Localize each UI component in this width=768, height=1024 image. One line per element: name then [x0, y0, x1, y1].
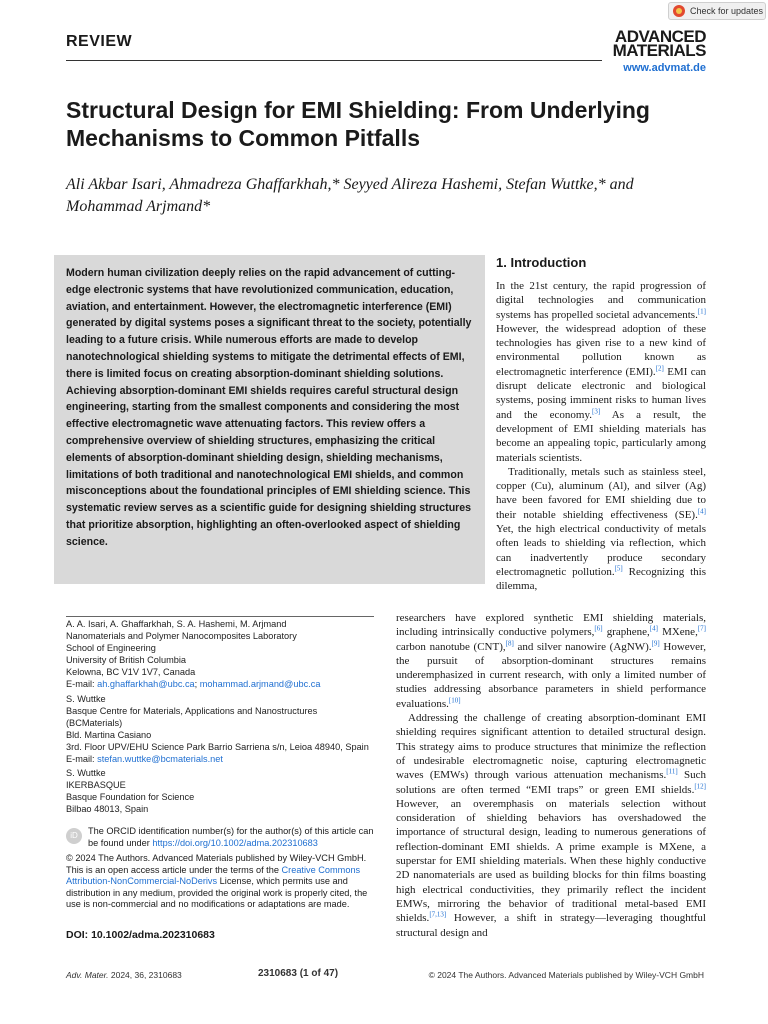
intro-paragraph-3: Addressing the challenge of creating absorption-dominant EMI shielding requires significant attention to detailed structural design. This strategy aims to produce structures that minimize the reflection of undesirable electromagnetic noise, capturing electromagnetic waves (EMWs) through various attenuation mechanisms.[11] Such solutions are often termed “EMI traps” or green EMI shields.[12] However, an overemphasis on materials selection without consideration of shielding behaviors has overshadowed the importance of structural design, leading to numerous generations of reflection-dominant EMI shields. A prime example is MXene, a superstar for EMI shielding materials. When these highly conductive 2D nanomaterials are used as building blocks for thin films boasting high electrical conductivities, they primarily reflect the incident EMWs, mirroring the behavior of traditional metal-based EMI shields.[7,13] However, a shift in strategy—leveraging thoughtful structural design and — [396, 712, 706, 939]
citation-ref[interactable]: [4] — [649, 624, 658, 633]
license-link[interactable]: Creative Commons Attribution-NonCommercial-NoDerivs — [66, 864, 361, 886]
header-divider — [66, 60, 602, 61]
abstract-box: Modern human civilization deeply relies on the rapid advancement of cutting-edge electronic systems that have revolutionized communication, education, aviation, and entertainment. However, the electromagnetic interference (EMI) generated by digital systems poses a significant threat to the society, potentially leading to a future crisis. While numerous efforts are made to develop nanotechnological shielding systems to mitigate the detrimental effects of EMI, there is limited focus on creating absorption-dominant shielding solutions. Achieving absorption-dominant EMI shields requires careful structural design engineering, starting from the smallest components and considering the most effective electromagnetic wave attenuating factors. This review offers a comprehensive overview of shielding structures, emphasizing the critical elements of absorption-dominant shielding design, shielding mechanisms, limitations of both traditional and nanotechnological EMI shields, and common misconceptions about the foundational principles of EMI shielding science. This systematic review serves as a scientific guide for designing shielding structures that prioritize absorption, highlighting an often-overlooked aspect of shielding science. — [54, 255, 485, 584]
citation-ref[interactable]: [9] — [651, 638, 660, 647]
intro-paragraph-1: In the 21st century, the rapid progression of digital technologies and communication systems has propelled societal advancements.[1] However, the widespread adoption of these technologies has given rise to a new kind of environmental pollution known as electromagnetic interference (EMI).[2] EMI can disrupt delicate electronic and biological systems, posing imminent risks to human lives and the economy.[3] As a result, the development of EMI shielding materials has become an appealing topic, particularly among materials scientists. — [496, 280, 706, 464]
journal-name-line2: MATERIALS — [612, 41, 706, 60]
journal-logo — [612, 27, 706, 75]
section-label: REVIEW — [66, 33, 133, 50]
footer-citation: Adv. Mater. 2024, 36, 2310683 — [66, 970, 182, 980]
citation-ref[interactable]: [11] — [666, 767, 678, 776]
citation-ref[interactable]: [8] — [505, 638, 514, 647]
footer-copyright: © 2024 The Authors. Advanced Materials published by Wiley-VCH GmbH — [428, 970, 704, 980]
intro-paragraph-2: Traditionally, metals such as stainless steel, copper (Cu), aluminum (Al), and silver (Ag) have been favored for EMI shielding due to their notable shielding effectiveness (SE).[4] Yet, the high electrical conductivity of metals often leads to shielding via reflection, which can inadvertently produce secondary electromagnetic pollution.[5] Recognizing this dilemma, — [496, 465, 706, 593]
orcid-doi-link[interactable]: https://doi.org/10.1002/adma.202310683 — [152, 837, 318, 848]
affiliation-1: A. A. Isari, A. Ghaffarkhah, S. A. Hashemi, M. Arjmand Nanomaterials and Polymer Nanocomposites Laboratory School of Engineering University of British Columbia Kelowna, BC V1V 1V7, Canada E-mail: ah.ghaffarkhah@ubc.ca; mohammad.arjmand@ubc.ca — [66, 618, 376, 691]
orcid-icon: iD — [66, 828, 82, 844]
journal-url-link[interactable]: www.advmat.de — [623, 62, 706, 74]
check-for-updates-label: Check for updates — [690, 6, 764, 16]
email-link[interactable]: ah.ghaffarkhah@ubc.ca — [97, 679, 195, 690]
affiliation-2-email: E-mail: stefan.wuttke@bcmaterials.net — [66, 754, 223, 765]
citation-ref[interactable]: [6] — [594, 624, 603, 633]
intro-paragraph-2-continued: researchers have explored synthetic EMI shielding materials, including intrinsically conductive polymers,[6] graphene,[4] MXene,[7] carbon nanotube (CNT),[8] and silver nanowire (AgNW).[9] However, the pursuit of absorption-dominant structures remains underemphasized in current research, with only a limited number of studies addressing absorbance parameters in shield performance evaluations.[10] — [396, 612, 706, 710]
affiliation-1-email: E-mail: ah.ghaffarkhah@ubc.ca; mohammad.arjmand@ubc.ca — [66, 679, 321, 690]
citation-ref[interactable]: [3] — [592, 407, 601, 416]
affiliations-divider — [66, 616, 374, 617]
article-title: Structural Design for EMI Shielding: From Underlying Mechanisms to Common Pitfalls — [66, 97, 650, 151]
email-link[interactable]: mohammad.arjmand@ubc.ca — [199, 679, 321, 690]
citation-ref[interactable]: [7,13] — [429, 910, 447, 919]
affiliation-2: S. Wuttke Basque Centre for Materials, Applications and Nanostructures (BCMaterials) Bld. Martina Casiano 3rd. Floor UPV/EHU Science Park Barrio Sarriena s/n, Leioa 48940, Spain E-mail: stefan.wuttke@bcmaterials.net — [66, 693, 376, 766]
affiliations-block — [66, 618, 376, 818]
citation-ref[interactable]: [2] — [655, 364, 664, 373]
citation-ref[interactable]: [10] — [448, 696, 461, 705]
intro-column-wide — [396, 611, 706, 940]
email-link[interactable]: stefan.wuttke@bcmaterials.net — [97, 754, 223, 765]
citation-ref[interactable]: [4] — [697, 507, 706, 516]
citation-ref[interactable]: [12] — [694, 781, 706, 790]
citation-ref[interactable]: [1] — [697, 306, 706, 315]
article-authors: Ali Akbar Isari, Ahmadreza Ghaffarkhah,* Seyyed Alireza Hashemi, Stefan Wuttke,* and Mohammad Arjmand* — [66, 176, 634, 215]
citation-ref[interactable]: [5] — [614, 564, 623, 573]
orcid-note: iD The ORCID identification number(s) for the author(s) of this article can be found under https://doi.org/10.1002/adma.202310683 — [66, 826, 378, 849]
footer-page-number: 2310683 (1 of 47) — [258, 968, 339, 979]
article-doi: DOI: 10.1002/adma.202310683 — [66, 929, 215, 941]
affiliation-3: S. Wuttke IKERBASQUE Basque Foundation for Science Bilbao 48013, Spain — [66, 768, 195, 815]
introduction-heading: 1. Introduction — [496, 255, 587, 270]
license-note: © 2024 The Authors. Advanced Materials published by Wiley-VCH GmbH. This is an open access article under the terms of the Creative Commons Attribution-NonCommercial-NoDerivs License, which permits use and distribution in any medium, provided the original work is properly cited, the use is non-commercial and no modifications or adaptations are made. — [66, 853, 368, 909]
update-check-icon — [673, 5, 685, 17]
check-for-updates-badge[interactable] — [668, 2, 766, 20]
journal-name-line1: ADVANCED — [614, 27, 706, 46]
intro-column-narrow — [496, 279, 706, 594]
citation-ref[interactable]: [7] — [697, 624, 706, 633]
